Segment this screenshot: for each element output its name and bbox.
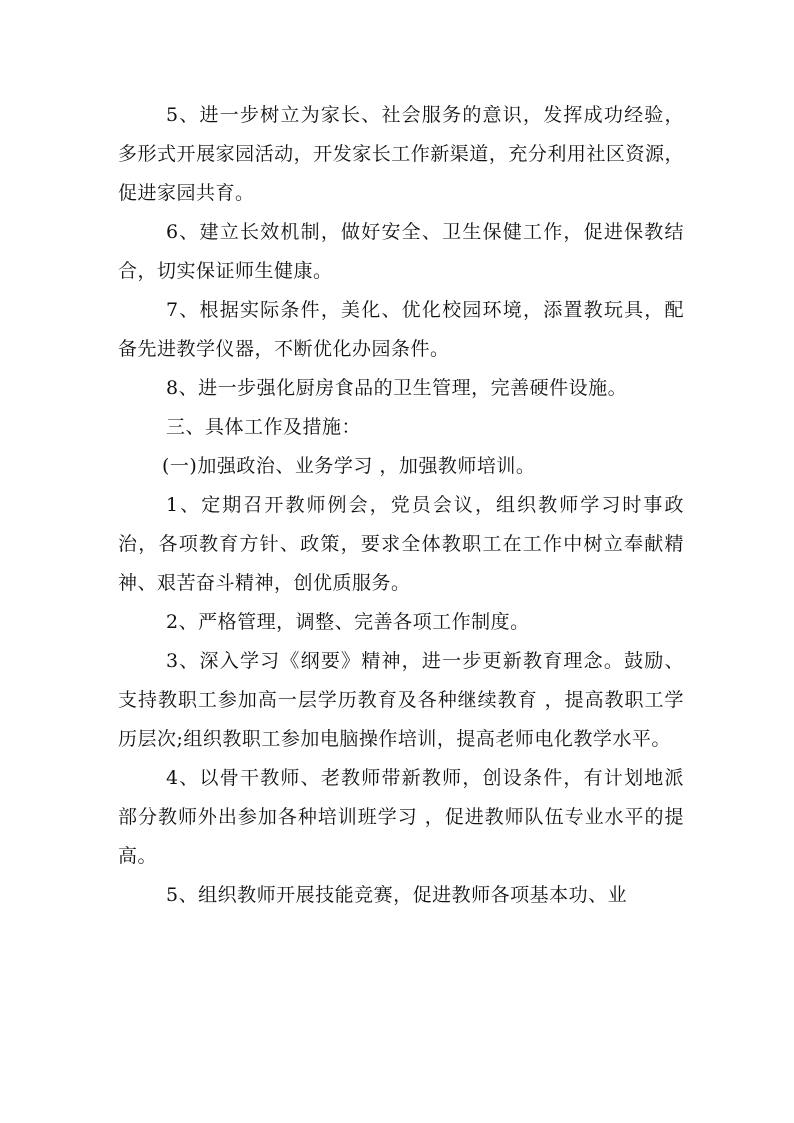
subsection-heading-training: (一)加强政治、业务学习 ，加强教师培训。 — [162, 455, 536, 477]
document-body — [118, 96, 684, 915]
measure-item-3: 3、深入学习《纲要》精神，进一步更新教育理念。鼓励、支持教职工参加高一层学历教育及各种继续教育 ，提高教职工学历层次;组织教职工参加电脑操作培训，提高老师电化教学水平。 — [118, 650, 684, 750]
paragraph-item-8: 8、进一步强化厨房食品的卫生管理，完善硬件设施。 — [166, 377, 628, 399]
measure-item-2: 2、严格管理，调整、完善各项工作制度。 — [166, 611, 530, 633]
measure-item-5: 5、组织教师开展技能竞赛，促进教师各项基本功、业 — [166, 884, 628, 906]
measure-item-4: 4、以骨干教师、老教师带新教师，创设条件，有计划地派部分教师外出参加各种培训班学习 ，促进教师队伍专业水平的提高。 — [118, 767, 684, 867]
paragraph-item-6: 6、建立长效机制，做好安全、卫生保健工作，促进保教结合，切实保证师生健康。 — [118, 221, 684, 282]
section-heading-measures: 三、具体工作及措施： — [166, 416, 362, 438]
paragraph-item-7: 7、根据实际条件，美化、优化校园环境，添置教玩具，配备先进教学仪器，不断优化办园条件。 — [118, 299, 684, 360]
paragraph-item-5: 5、进一步树立为家长、社会服务的意识，发挥成功经验，多形式开展家园活动，开发家长工作新渠道，充分利用社区资源，促进家园共育。 — [118, 104, 684, 204]
measure-item-1: 1、定期召开教师例会，党员会议，组织教师学习时事政治，各项教育方针、政策，要求全体教职工在工作中树立奉献精神、艰苦奋斗精神，创优质服务。 — [118, 494, 684, 594]
